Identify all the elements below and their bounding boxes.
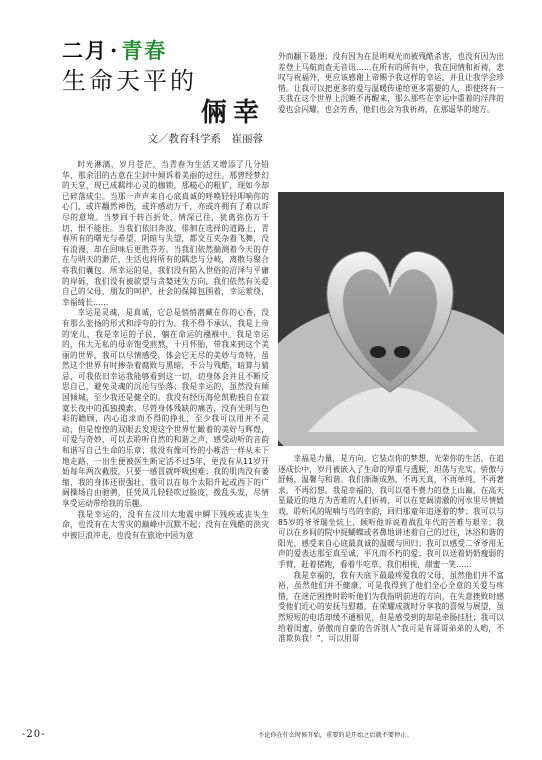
- title-dot: ·: [110, 38, 120, 63]
- figurine-left: [370, 346, 386, 358]
- paragraph: 外而翻下悬崖；没有因为在昆明观光而被残酷杀害，也没有因为出差登上马航而查无音讯……在所有的所有中，我在同情和祈祷，悲叹与祝福外，更应该感谢上帝赐予我这样的幸运，并且让我学会珍惜。让我可以把更多的爱与温暖传递给更多需要的人，即使终有一天我在这个世界上沉睡不再醒来，那么那些在幸运中重着的浮萍的爱也会闪耀，也会芳香，他们也会为我祈祷，在那遥华的地方。: [278, 52, 504, 114]
- author-byline: 文／教育科学系 崔丽蓉: [147, 133, 263, 145]
- title-keyword: 青春: [121, 38, 168, 63]
- left-column: [62, 38, 269, 722]
- paragraph: 幸运是灵魂，是真诚，它总是悄悄潜藏在你的心香，没有那么张扬的形式和浮夸的行为。我不得不承认，我是上帝的宠儿，我是幸运的子民，躺在命运的襁褓中。我是幸运的，伟大无私的母亲饱受煎熬，十月怀胎，带我来到这个美丽的世界，我可以尽情感受，体会它无尽的美妙与奇特，虽然这个世界有时掺杂着腐败与黑暗，不公与残酷，暗算与猜忌，可我依旧幸运我能够看到这一切，切身体会并且不断反思自己，避免灵魂的沉沦与坠落；我是幸运的，虽然没有倾国倾城，至少我还是健全的。我没有经历海伦凯勒独自在寂寞长夜中的孤独摸索，尽管身体残缺的痛苦，没有光明与色彩的瞻顾，内心追求而不得的挣扎，至少我可以用并不灵动，但是惶惶的双眼去发现这个世界忙瞰着的美好与辉煌，可爱与奇妙，可以去聆听自然的和谐之声，感受动听的音韵和谐写自己生命的乐章；我没有像可怜的小稚浩一样从未下地走路，一出生便被医生断定活不过5年，更没有从11岁开始每年两次截肢，只要一感冒就呼吸困难；我的肌肉没有萎缩，我的身体还很强壮，我可以在每个太阳升起或西下的广阔操场自由驰骋，任凭风儿轻轻吹过脸庞，拨乱头发，尽情享受运动带给我的乐趣。: [62, 308, 269, 508]
- footer-quote: 不论你在什么时候开始，重要的是开始之后就不要停止。: [258, 732, 413, 739]
- title-line-2: 生命天平的: [62, 67, 197, 95]
- title-line-1: [62, 38, 269, 64]
- paragraph: 我是幸运的，没有在汶川大地震中瞬下残疾或丧失生命，也没有在大雪灾的巅峰中沉默不起；没有在残酷的洪灾中被巨浪冲走，也没有在旅途中因为意: [62, 509, 269, 540]
- title-month: 二月: [62, 38, 108, 63]
- right-top-text: [278, 52, 504, 184]
- right-column: [278, 52, 504, 760]
- right-bottom-text: [278, 454, 504, 760]
- figurine-right: [394, 346, 410, 358]
- paragraph: 时光淋漓，岁月苍茫，当青春为生活又增添了几分铅华，那余泪的古意在尘封中倾诉着美丽的过往。那曾经梦幻的天堂，现已成羁绊心灵的枷锁，那糙心的粗犷，现如今却已碎落成尘。当那一声声来自心底真诚的呼唤轻轻叩响你的心门，或许翻然神伤，或许感动万千，亦或许拥有了难以诉尽的意境。当梦回千转百折处，情深已往，犹离弥伤万千切，恨不能往。当我们依旧奔波，徘徊在选择的道路上，青春所有的曙光与希望，阴暗与失望，都交互夹杂着飞舞，没有浪漫，却在回味后更胜芬芳。当我们依然揣测着今天的存在与明天的渺茫，生活也将所有的隅悲与分岐，离散与聚合将我们囊包。所幸运的是，我们没有陷入世俗的沼泽与平庸的岸砾，我们没有被欲望与贪婪迷失方向，我们依然有关爱自己的父母，朋友的呵护，社会的保障包围着，幸运萦绕，幸福绮长……: [62, 160, 269, 307]
- paragraph: 我是幸福的，我有天底下最最疼爱我的父母，虽然他们并不富裕，虽然他们并不健康，可是我得到了他们全心全意的关爱与疼惜，在迷茫困挫时聆听他们为我指明前进的方向，在失意挫败时感受他们近心的安抚与慰藉，在荣耀成就时分享我的喜悦与展望，虽然短短的电话却缓不通相见，但是感受到的却是牵肠挂肚；我可以给着闺蜜，骄傲而自豪的告诉别人“我可是有哥哥弟弟的人哟，不准欺负我！”，可以用哥: [278, 570, 504, 644]
- left-body-text: [62, 160, 269, 722]
- heart-book-photo: [278, 192, 504, 446]
- paragraph: 幸福是力量，是方向，它装点你的梦想，光荣你的生活，在追逐成长中，岁月被嵌入了生命的厚重与透脱，坦荡与充实，骄傲与舒畅，温馨与和谐。我们渐渐成熟，不再天真，不再单纯，不再奢求，不再幻想。我是幸福的，我可以毫不费力的登上山巅，在高天星最近的地方为苦难的人们祈祷，可以在宽阔清澈的河水里尽情嬉戏，聆听风的呢喃与鸟的幸韵，回归那童年追逐着的梦；我可以与85岁的爷爷瑞坐炕上，倾听他诉说着战乱年代的苦难与艰辛；我可以在乡间的院中捉蝴蝶或者鼻地讲述着自己的过往，沐浴和谐的阳光，感受来自心底最真诚的温暖与回归；我可以感受二爷爷用无声的爱表达那至真至诚，平凡而不朽的爱；我可以送着奶奶瘦弱的手臂，赶着猪跑，看着牛吃草，我们相视，甜蜜一笑……: [278, 454, 504, 569]
- heart-book-illustration: [278, 192, 504, 446]
- title-line-3: 倆幸: [200, 98, 265, 128]
- page-number: -20-: [22, 729, 46, 740]
